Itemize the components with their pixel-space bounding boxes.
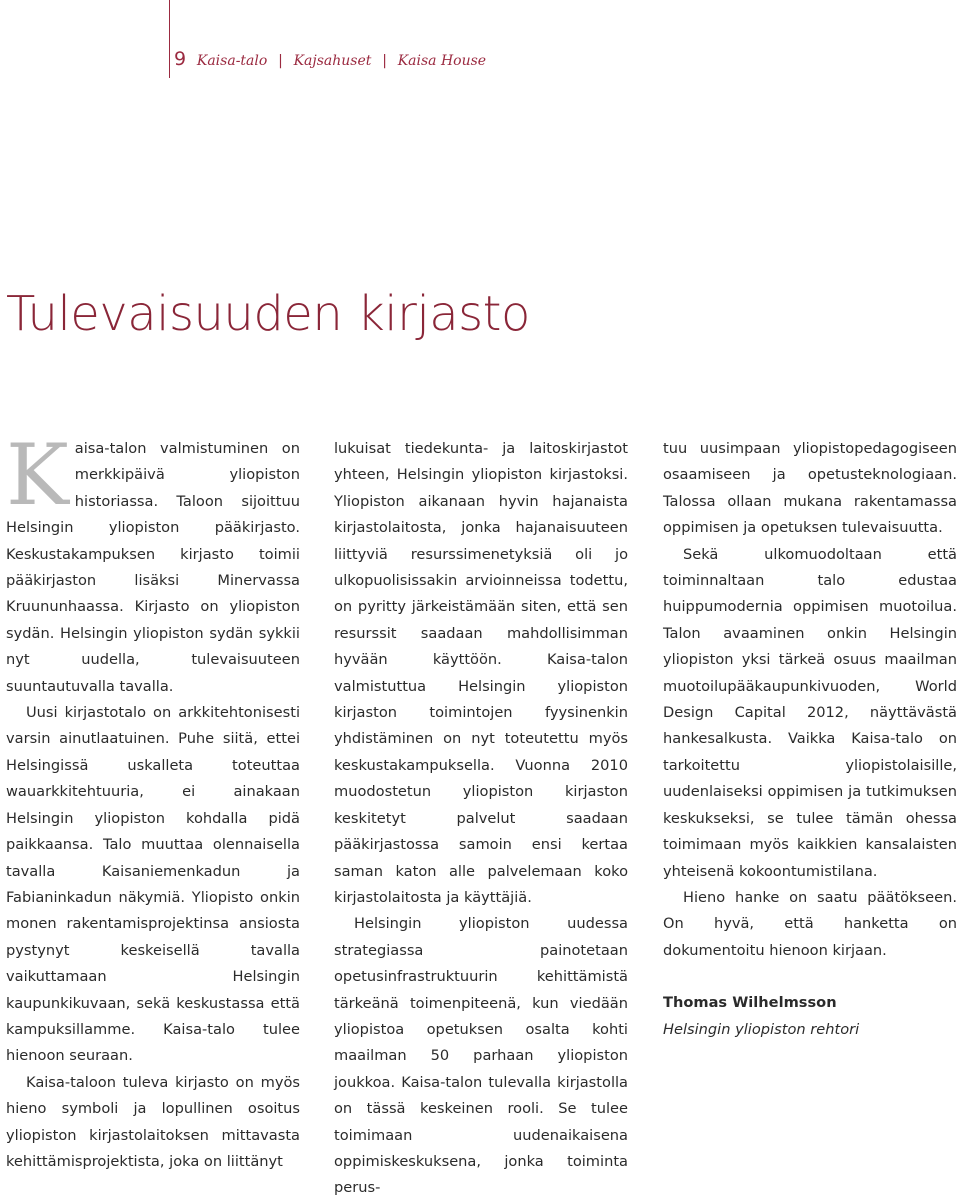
header-separator: |	[382, 53, 387, 69]
text-column-1	[6, 426, 300, 1175]
paragraph: Hieno hanke on saatu päätökseen. On hyvä, että hanketta on dokumentoitu hienoon kirjaan.	[663, 888, 957, 959]
paragraph: Uusi kirjastotalo on arkkitehtonisesti varsin ainutlaatuinen. Puhe siitä, ettei Helsingissä uskalleta toteuttaa wauarkkitehtuuria, ei ainakaan Helsingin yliopiston kohdalla pidä paikkaansa. Talo muuttaa olennaisella tavalla Kaisaniemenkadun ja Fabianinkadun näkymiä. Yliopisto onkin monen rakentamisprojektinsa ansiosta pystynyt keskeisellä tavalla vaikuttamaan Helsingin kaupunkikuvaan, sekä keskustassa että kampuksillamme. Kaisa-talo tulee hienoon seuraan.	[6, 704, 300, 1065]
paragraph: tuu uusimpaan yliopistopedagogiseen osaamiseen ja opetusteknologiaan. Talossa ollaan mukana rakentamassa oppimisen ja opetuksen tulevaisuutta.	[663, 440, 957, 537]
header-divider-line	[169, 0, 170, 78]
paragraph: Kaisa-talon valmistuminen on merkkipäivä yliopiston historiassa. Taloon sijoittuu Helsingin yliopiston pääkirjasto. Keskustakampuksen kirjasto toimii pääkirjaston lisäksi Minervassa Kruununhaassa. Kirjasto on yliopiston sydän. Helsingin yliopiston sydän sykkii nyt uudella, tulevaisuuteen suuntautuvalla tavalla.	[6, 426, 300, 695]
page-number: 9	[174, 48, 187, 70]
paragraph: lukuisat tiedekunta- ja laitoskirjastot yhteen, Helsingin yliopiston kirjastoksi. Yliopiston aikanaan hyvin hajanaista kirjastolaitosta, jonka hajanaisuuteen liittyviä resurssimenetyksiä oli jo ulkopuolisissakin arvioinneissa todettu, on pyritty järkeistämään siten, että sen resurssit saadaan mahdollisimman hyvään käyttöön. Kaisa-talon valmistuttua Helsingin yliopiston kirjaston toimintojen fyysinenkin yhdistäminen on nyt toteutettu myös keskustakampuksella. Vuonna 2010 muodostetun yliopiston kirjaston keskitetyt palvelut saadaan pääkirjastossa samoin ensi kertaa saman katon alle palvelemaan koko kirjastolaitosta ja käyttäjiä.	[334, 440, 628, 906]
header-crumb-en: Kaisa House	[397, 53, 487, 69]
header-crumb-fi: Kaisa-talo	[196, 53, 268, 69]
article-title: Tulevaisuuden kirjasto	[6, 286, 530, 342]
signature-spacer	[663, 964, 957, 990]
text-column-2	[334, 436, 628, 1202]
paragraph: Helsingin yliopiston uudessa strategiassa painotetaan opetusinfrastruktuurin kehittämistä tärkeänä toimenpiteenä, kun viedään yliopistoa opetuksen osalta kohti maailman 50 parhaan yliopiston joukkoa. Kaisa-talon tulevalla kirjastolla on tässä keskeinen rooli. Se tulee toimimaan uudenaikaisena oppimiskeskuksena, jonka toiminta perus-	[334, 915, 628, 1197]
signature-name: Thomas Wilhelmsson	[663, 994, 837, 1012]
paragraph: Kaisa-taloon tuleva kirjasto on myös hieno symboli ja lopullinen osoitus yliopiston kirjastolaitoksen mittavasta kehittämisprojektista, joka on liittänyt	[6, 1073, 300, 1170]
drop-cap: K	[6, 426, 69, 524]
header-separator: |	[278, 53, 283, 69]
signature-role: Helsingin yliopiston rehtori	[663, 1020, 860, 1038]
text-column-3	[663, 436, 957, 1043]
paragraph: Sekä ulkomuodoltaan että toiminnaltaan talo edustaa huippumodernia oppimisen muotoilua. Talon avaaminen onkin Helsingin yliopiston yksi tärkeä osuus maailman muotoilupääkaupunkivuoden, World Design Capital 2012, näyttävästä hankesalkusta. Vaikka Kaisa-talo on tarkoitettu yliopistolaisille, uudenlaiseksi oppimisen ja tutkimuksen keskukseksi, se tulee tämän ohessa toimimaan myös kaikkien kansalaisten yhteisenä kokoontumistilana.	[663, 545, 957, 880]
running-header	[174, 48, 486, 70]
header-crumb-sv: Kajsahuset	[293, 53, 372, 69]
